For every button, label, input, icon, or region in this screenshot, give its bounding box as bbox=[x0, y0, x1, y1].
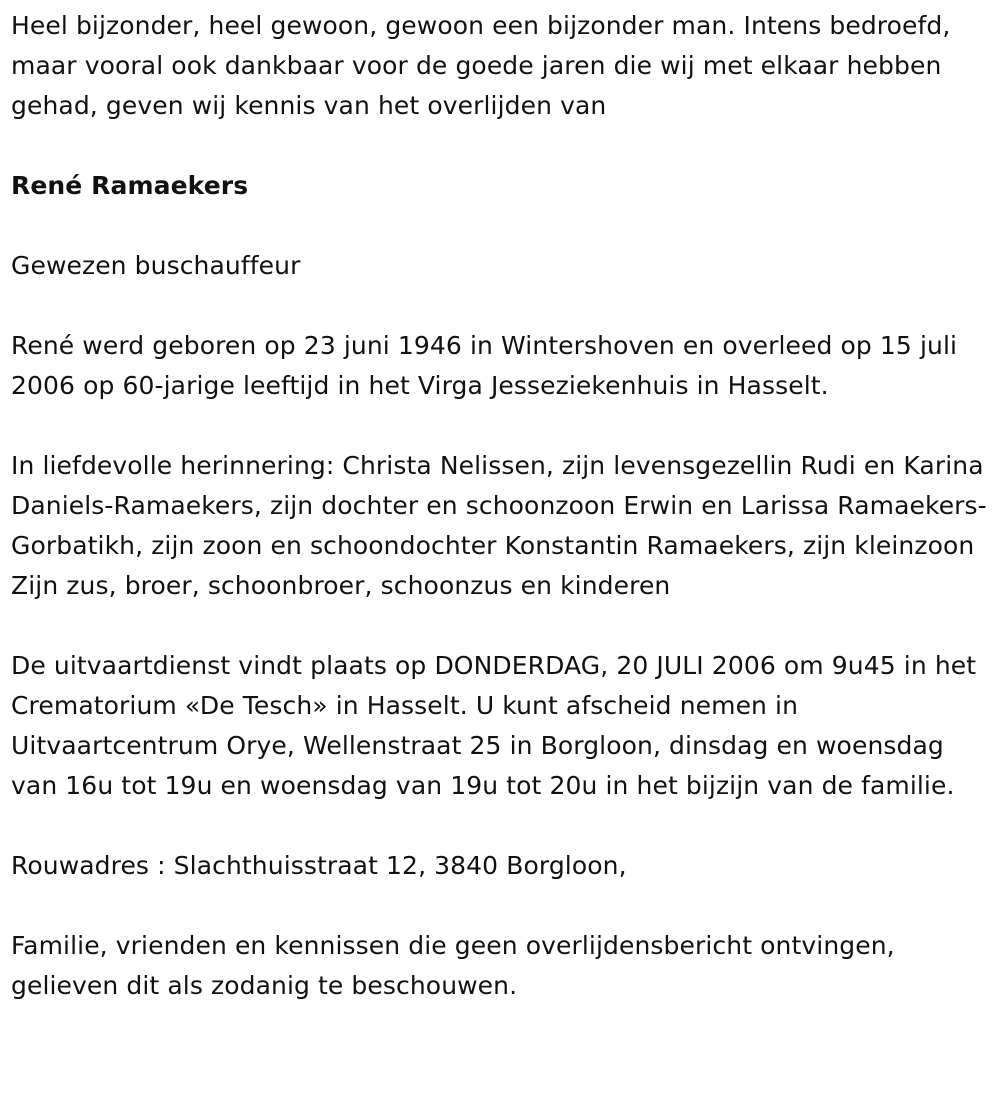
obituary-notice bbox=[11, 6, 991, 1006]
intro-paragraph: Heel bijzonder, heel gewoon, gewoon een bijzonder man. Intens bedroefd, maar vooral ook dankbaar voor de goede jaren die wij met elkaar hebben gehad, geven wij kennis van het overlijden van bbox=[11, 11, 951, 120]
deceased-name: René Ramaekers bbox=[11, 171, 249, 200]
funeral-paragraph: De uitvaartdienst vindt plaats op DONDERDAG, 20 JULI 2006 om 9u45 in het Crematorium «De Tesch» in Hasselt. U kunt afscheid nemen in Uitvaartcentrum Orye, Wellenstraat 25 in Borgloon, dinsdag en woensdag van 16u tot 19u en woensdag van 19u tot 20u in het bijzijn van de familie. bbox=[11, 651, 977, 800]
remembrance-paragraph: In liefdevolle herinnering: Christa Nelissen, zijn levensgezellin Rudi en Karina Daniels-Ramaekers, zijn dochter en schoonzoon Erwin en Larissa Ramaekers-Gorbatikh, zijn zoon en schoondochter Konstantin Ramaekers, zijn kleinzoon Zijn zus, broer, schoonbroer, schoonzus en kinderen bbox=[11, 451, 987, 600]
birth-death-paragraph: René werd geboren op 23 juni 1946 in Wintershoven en overleed op 15 juli 2006 op 60-jarige leeftijd in het Virga Jesseziekenhuis in Hasselt. bbox=[11, 331, 958, 400]
mourning-address: Rouwadres : Slachthuisstraat 12, 3840 Borgloon, bbox=[11, 851, 627, 880]
closing-paragraph: Familie, vrienden en kennissen die geen overlijdensbericht ontvingen, gelieven dit als zodanig te beschouwen. bbox=[11, 931, 895, 1000]
occupation: Gewezen buschauffeur bbox=[11, 251, 301, 280]
